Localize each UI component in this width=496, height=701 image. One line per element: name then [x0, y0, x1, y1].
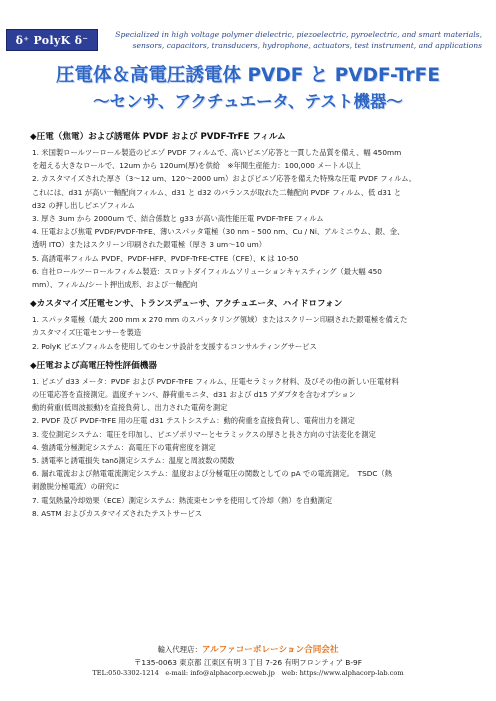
importer-contacts: TEL:050-3302-1214 e-mail: info@alphacorp.ecweb.jp web: https://www.alphacorp-lab.com [92, 669, 404, 677]
section-gap [32, 353, 480, 360]
section-custom-sensors [32, 298, 480, 353]
list-item: を超える大きなロールで、12um から 120um(厚)を供給 ※年間生産能力：100,000 メートル以上 [32, 161, 361, 171]
list-item: 3. 厚さ 3um から 2000um で、結合係数と g33 が高い高性能圧電 PVDF-TrFE フィルム [32, 214, 324, 224]
section-list [32, 146, 480, 291]
list-item: 5. 誘電率と誘電損失 tanδ測定システム：温度と周波数の関数 [32, 456, 235, 466]
list-item: 1. 米国製ロールツーロール製造のピエゾ PVDF フィルムで、高いピエゾ応答と一貫した品質を備え、幅 450mm [32, 148, 402, 157]
list-item: 8. ASTM およびカスタマイズされたテストサービス [32, 508, 203, 518]
footer [0, 644, 496, 680]
company-tagline: Specialized in high voltage polymer dielectric, piezoelectric, pyroelectric, and smart materials, sensors, capacitors, transducers, hydrophone, actuators, test instrument, and applications [115, 30, 482, 50]
title-line-1: 圧電体＆高電圧誘電体 PVDF と PVDF-TrFE [56, 65, 440, 86]
list-item: 1. ピエゾ d33 メータ：PVDF および PVDF-TrFE フィルム、圧電セラミック材料、及びその他の新しい圧電材料 [32, 376, 399, 386]
importer-line [0, 644, 496, 657]
importer-label: 輸入代理店： [157, 645, 202, 654]
list-item: これには、d31 が高い一軸配向フィルム、d31 と d32 のバランスが取れた二軸配向 PVDF フィルム、低 d31 と [32, 187, 402, 197]
list-item: の圧電応答を直接測定。温度チャンバ、静荷重モニタ、d31 および d15 アダプタを含むオプション [32, 390, 356, 400]
list-item: カスタマイズ圧電センサーを製造 [32, 328, 142, 338]
section-heading: ◆圧電（焦電）および誘電体 PVDF および PVDF-TrFE フィルム [30, 132, 286, 142]
section-test-equipment [32, 360, 480, 520]
list-item: 透明 ITO）またはスクリーン印刷された銀電極（厚さ 3 um～10 um） [32, 240, 267, 250]
list-item: 動的荷重(低周波振動)を直接負荷し、出力された電荷を測定 [32, 403, 228, 413]
list-item: d32 の押し出しピエゾフィルム [32, 200, 135, 210]
list-item: mm）、フィルム/シート押出成形、および一軸配向 [32, 280, 198, 290]
list-item: 刺激脱分極電流）の研究に [32, 482, 120, 492]
importer-name: アルファコーポレーション合同会社 [201, 645, 339, 655]
list-item: 2. カスタマイズされた厚さ（3～12 um、120～2000 um）およびピエゾ応答を備えた特殊な圧電 PVDF フィルム。 [32, 174, 417, 184]
list-item: 4. 圧電および焦電 PVDF/PVDF-TrFE、薄いスパッタ電極（30 nm – 500 nm、Cu / Ni、アルミニウム、銀、金、 [32, 227, 405, 237]
list-item: 2. PVDF 及び PVDF-TrFE 用の圧電 d31 テストシステム：動的荷重を直接負荷し、電荷出力を測定 [32, 416, 355, 426]
section-list [32, 375, 480, 520]
title-line-2: ～センサ、アクチュエータ、テスト機器～ [93, 92, 403, 111]
list-item: 1. スパッタ電極（最大 200 mm x 270 mm のスパッタリング領域）またはスクリーン印刷された銀電極を備えた [32, 315, 408, 325]
section-piezo-films [32, 131, 480, 291]
section-gap [32, 291, 480, 298]
document-body [32, 131, 480, 520]
list-item: 6. 自社ロールツーロールフィルム製造：スロットダイフィルムソリューションキャスティング（最大幅 450 [32, 266, 382, 276]
section-heading: ◆カスタマイズ圧電センサ、トランスデューサ、アクチュエータ、ハイドロフォン [30, 299, 343, 310]
list-item: 3. 変位測定システム：電圧を印加し、ピエゾポリマーとセラミックスの厚さと長さ方向の寸法変化を測定 [32, 429, 376, 439]
list-item: 4. 強誘電分極測定システム：高電圧下の電荷密度を測定 [32, 442, 216, 452]
polyk-logo: δ⁺ PolyK δ⁻ [6, 29, 98, 51]
document-title [0, 64, 496, 114]
list-item: 5. 高誘電率フィルム PVDF、PVDF-HFP、PVDF-TrFE-CTFE（CFE）、K は 10-50 [32, 253, 299, 263]
header [0, 0, 496, 58]
importer-address: 〒135-0063 東京都 江東区有明３丁目 7-26 有明フロンティア B-9F [133, 657, 362, 667]
list-item: 2. PolyK ピエゾフィルムを使用してのセンサ設計を支援するコンサルティングサービス [32, 341, 317, 351]
list-item: 6. 漏れ電流および熱電電流測定システム：温度および分極電圧の関数としての pA での電流測定。 TSDC（熱 [32, 469, 393, 479]
list-item: 7. 電気熱量冷却効果（ECE）測定システム：熱流束センサを使用して冷却（熱）を自動測定 [32, 495, 333, 505]
section-list [32, 313, 480, 353]
section-heading: ◆圧電および高電圧特性評価機器 [30, 360, 157, 371]
